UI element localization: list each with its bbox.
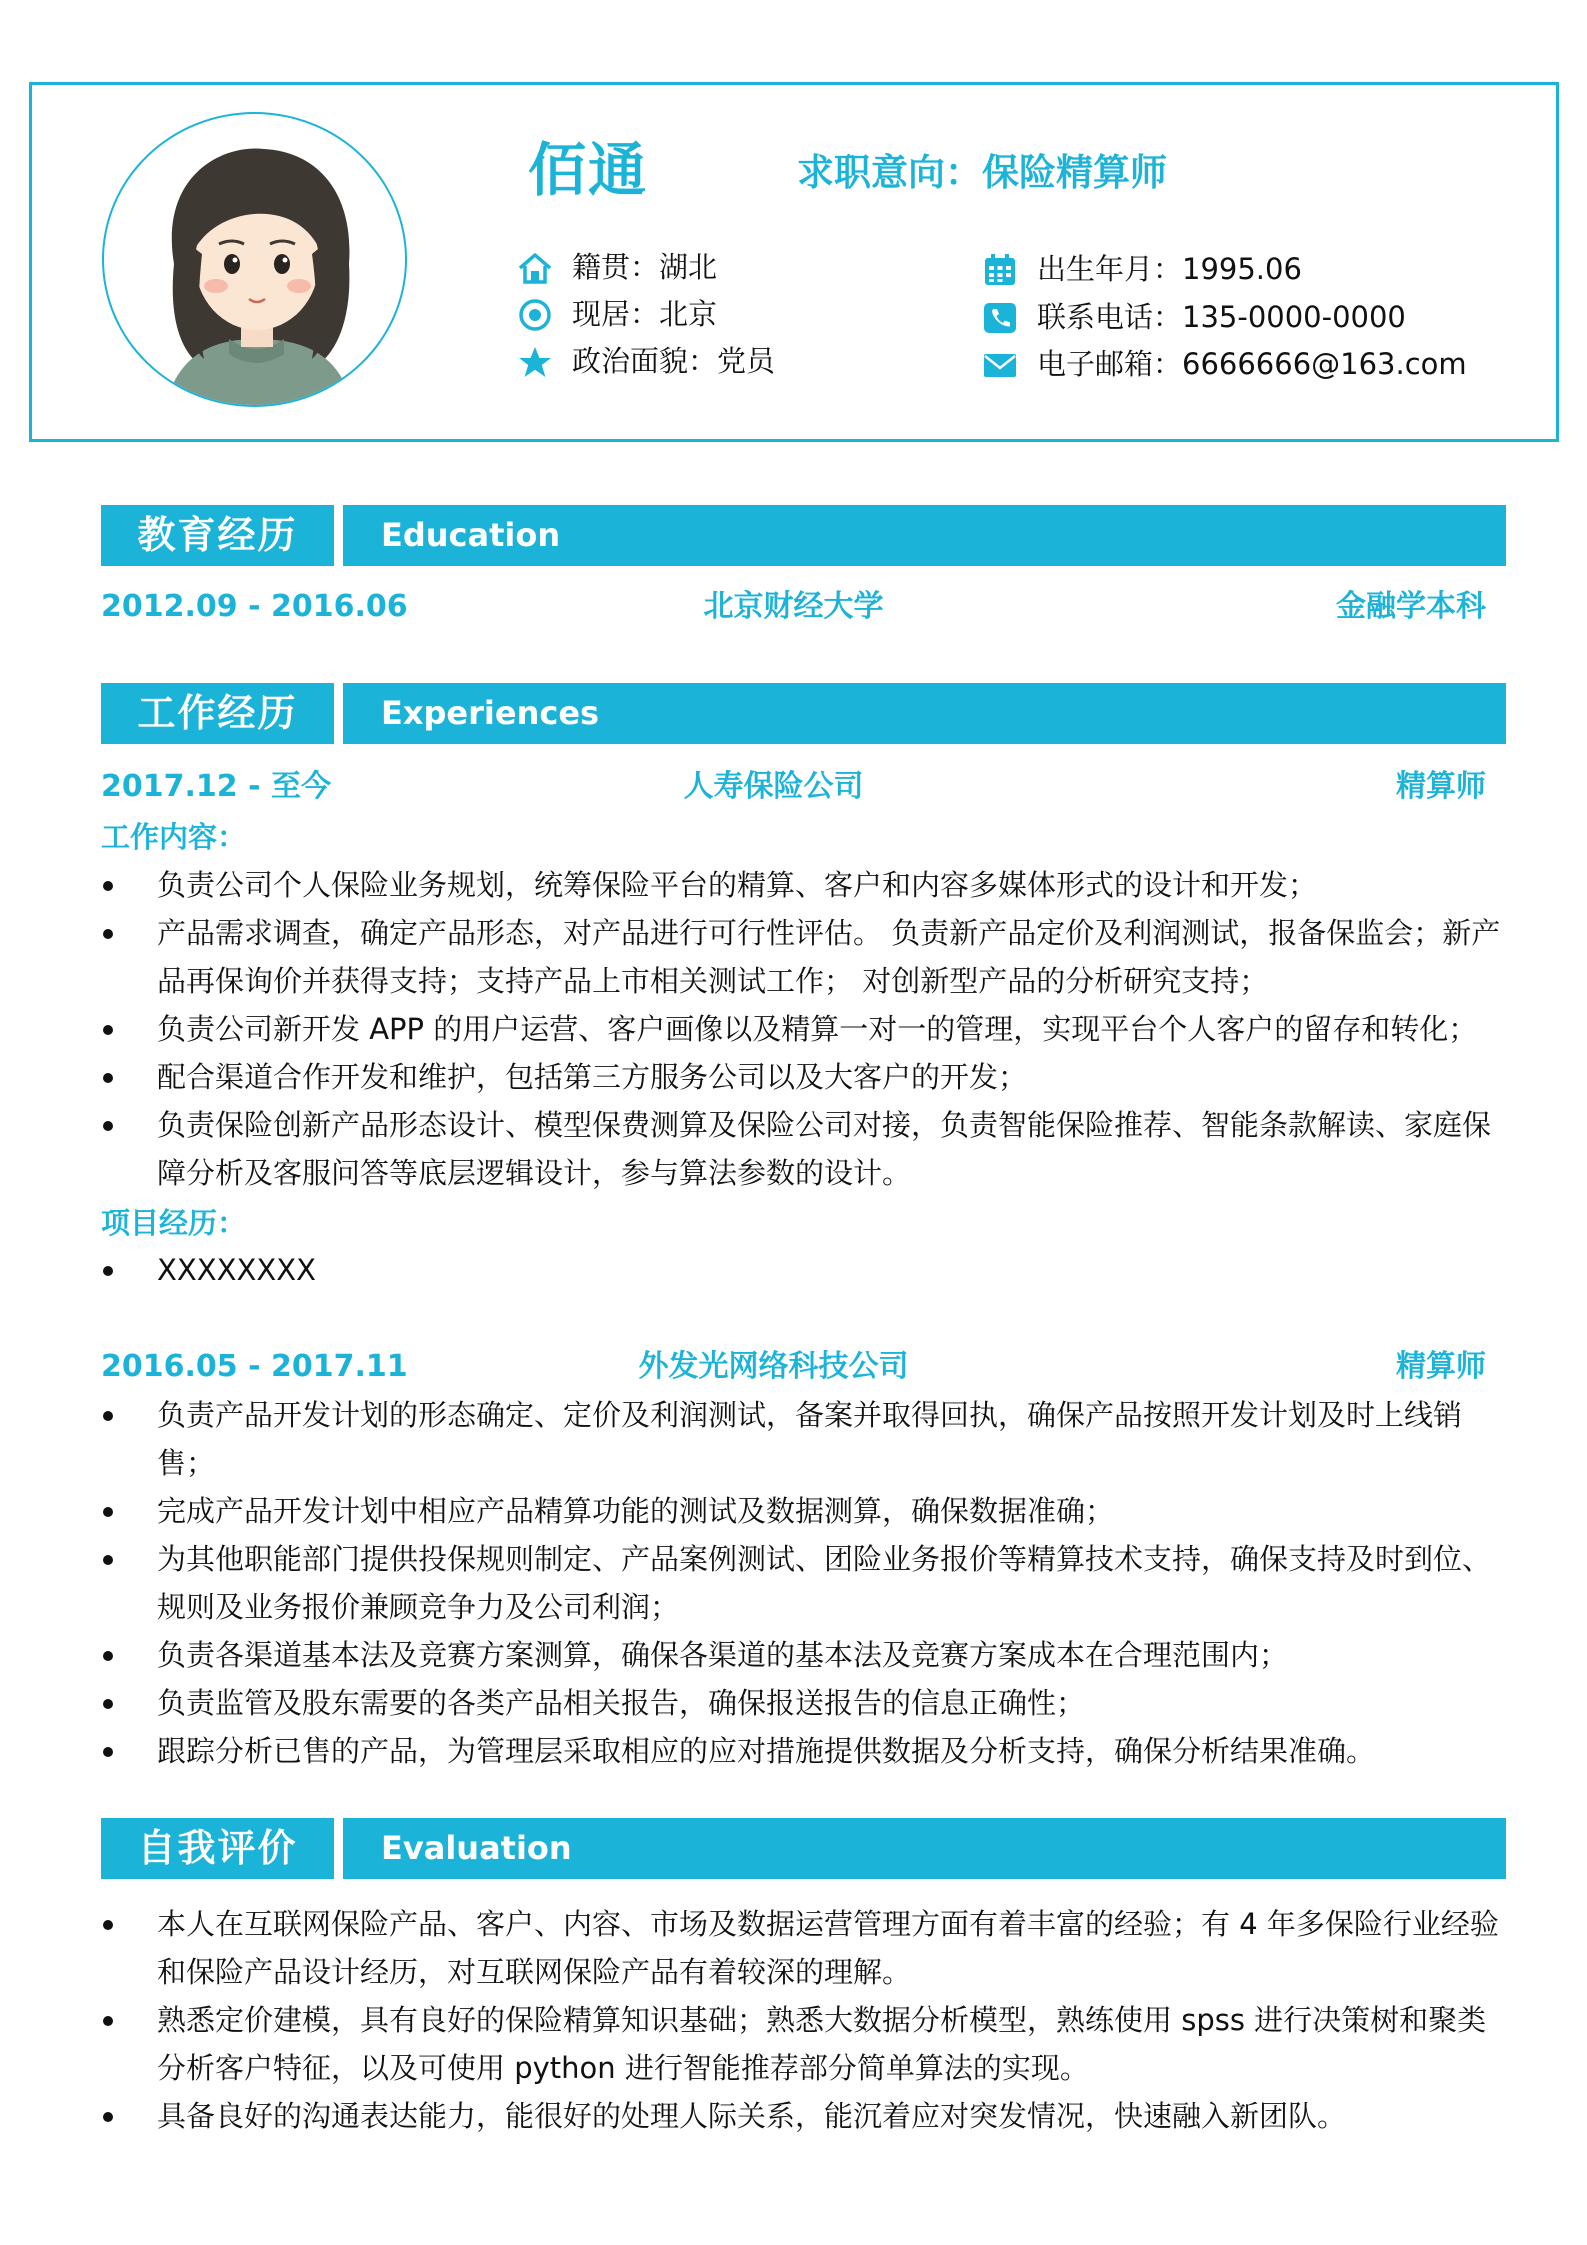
list-item: 为其他职能部门提供投保规则制定、产品案例测试、团险业务报价等精算技术支持，确保支持及时到位、规则及业务报价兼顾竞争力及公司利润； (101, 1535, 1506, 1631)
job-bullets (101, 861, 1506, 1197)
section-title-en: Experiences (343, 683, 1506, 744)
list-item: 本人在互联网保险产品、客户、内容、市场及数据运营管理方面有着丰富的经验；有 4 年多保险行业经验和保险产品设计经历，对互联网保险产品有着较深的理解。 (101, 1900, 1506, 1996)
phone-info (1037, 297, 1406, 337)
list-item: 产品需求调查，确定产品形态，对产品进行可行性评估。 负责新产品定价及利润测试，报备保监会；新产品再保询价并获得支持；支持产品上市相关测试工作； 对创新型产品的分析研究支持； (101, 909, 1506, 1005)
job-bullets (101, 1391, 1506, 1775)
job-role: 精算师 (1396, 1349, 1486, 1384)
star-icon (517, 345, 553, 379)
phone-icon (982, 301, 1018, 335)
list-item: 具备良好的沟通表达能力，能很好的处理人际关系，能沉着应对突发情况，快速融入新团队。 (101, 2092, 1506, 2140)
list-item: 完成产品开发计划中相应产品精算功能的测试及数据测算，确保数据准确； (101, 1487, 1506, 1535)
home-icon (517, 251, 553, 285)
job-intent: 求职意向：保险精算师 (797, 151, 1167, 194)
section-education (101, 505, 1506, 566)
project-bullets (101, 1246, 1506, 1294)
job-row (101, 765, 1486, 809)
phone-text: 联系电话：135-0000-0000 (1037, 300, 1406, 334)
birth-info (1037, 249, 1302, 289)
section-experience (101, 683, 1506, 744)
location-icon (517, 298, 553, 332)
list-item: 配合渠道合作开发和维护，包括第三方服务公司以及大客户的开发； (101, 1053, 1506, 1101)
job-content-label: 工作内容： (101, 820, 247, 854)
avatar-illustration (104, 114, 407, 407)
section-evaluation (101, 1818, 1506, 1879)
residence-text: 现居：北京 (572, 297, 718, 331)
education-period: 2012.09 - 2016.06 (101, 589, 408, 624)
job-company: 人寿保险公司 (683, 769, 864, 804)
list-item: 负责公司个人保险业务规划，统筹保险平台的精算、客户和内容多媒体形式的设计和开发； (101, 861, 1506, 909)
section-title-cn: 教育经历 (101, 505, 334, 566)
education-row (101, 585, 1486, 629)
section-title-en: Education (343, 505, 1506, 566)
calendar-icon (982, 253, 1018, 287)
hometown-info (572, 247, 717, 287)
hometown-text: 籍贯：湖北 (572, 250, 718, 284)
list-item: 跟踪分析已售的产品，为管理层采取相应的应对措施提供数据及分析支持，确保分析结果准确。 (101, 1727, 1506, 1775)
list-item: 负责各渠道基本法及竞赛方案测算，确保各渠道的基本法及竞赛方案成本在合理范围内； (101, 1631, 1506, 1679)
residence-info (572, 294, 717, 334)
list-item: 负责公司新开发 APP 的用户运营、客户画像以及精算一对一的管理，实现平台个人客户的留存和转化； (101, 1005, 1506, 1053)
job-period: 2017.12 - 至今 (101, 769, 331, 804)
list-item: 熟悉定价建模，具有良好的保险精算知识基础；熟悉大数据分析模型，熟练使用 spss 进行决策树和聚类分析客户特征，以及可使用 python 进行智能推荐部分简单算法的实现。 (101, 1996, 1506, 2092)
list-item: 负责监管及股东需要的各类产品相关报告，确保报送报告的信息正确性； (101, 1679, 1506, 1727)
mail-icon (982, 348, 1018, 382)
evaluation-bullets (101, 1900, 1506, 2140)
political-text: 政治面貌：党员 (572, 344, 776, 378)
job-role: 精算师 (1396, 769, 1486, 804)
job-period: 2016.05 - 2017.11 (101, 1349, 408, 1384)
section-title-en: Evaluation (343, 1818, 1506, 1879)
list-item: 负责产品开发计划的形态确定、定价及利润测试，备案并取得回执，确保产品按照开发计划及时上线销售； (101, 1391, 1506, 1487)
section-title-cn: 自我评价 (101, 1818, 334, 1879)
candidate-name: 佰通 (528, 136, 649, 204)
project-label: 项目经历： (101, 1206, 247, 1240)
list-item: 负责保险创新产品形态设计、模型保费测算及保险公司对接，负责智能保险推荐、智能条款解读、家庭保障分析及客服问答等底层逻辑设计，参与算法参数的设计。 (101, 1101, 1506, 1197)
birth-text: 出生年月：1995.06 (1037, 252, 1302, 286)
job-company: 外发光网络科技公司 (638, 1349, 909, 1384)
section-title-cn: 工作经历 (101, 683, 334, 744)
education-degree: 金融学本科 (1336, 589, 1486, 624)
job-row (101, 1345, 1486, 1389)
education-school: 北京财经大学 (703, 589, 884, 624)
political-info (572, 341, 775, 381)
list-item: XXXXXXXX (101, 1246, 1506, 1294)
avatar (102, 112, 407, 407)
email-info (1037, 344, 1467, 384)
email-text: 电子邮箱：6666666@163.com (1037, 347, 1467, 381)
